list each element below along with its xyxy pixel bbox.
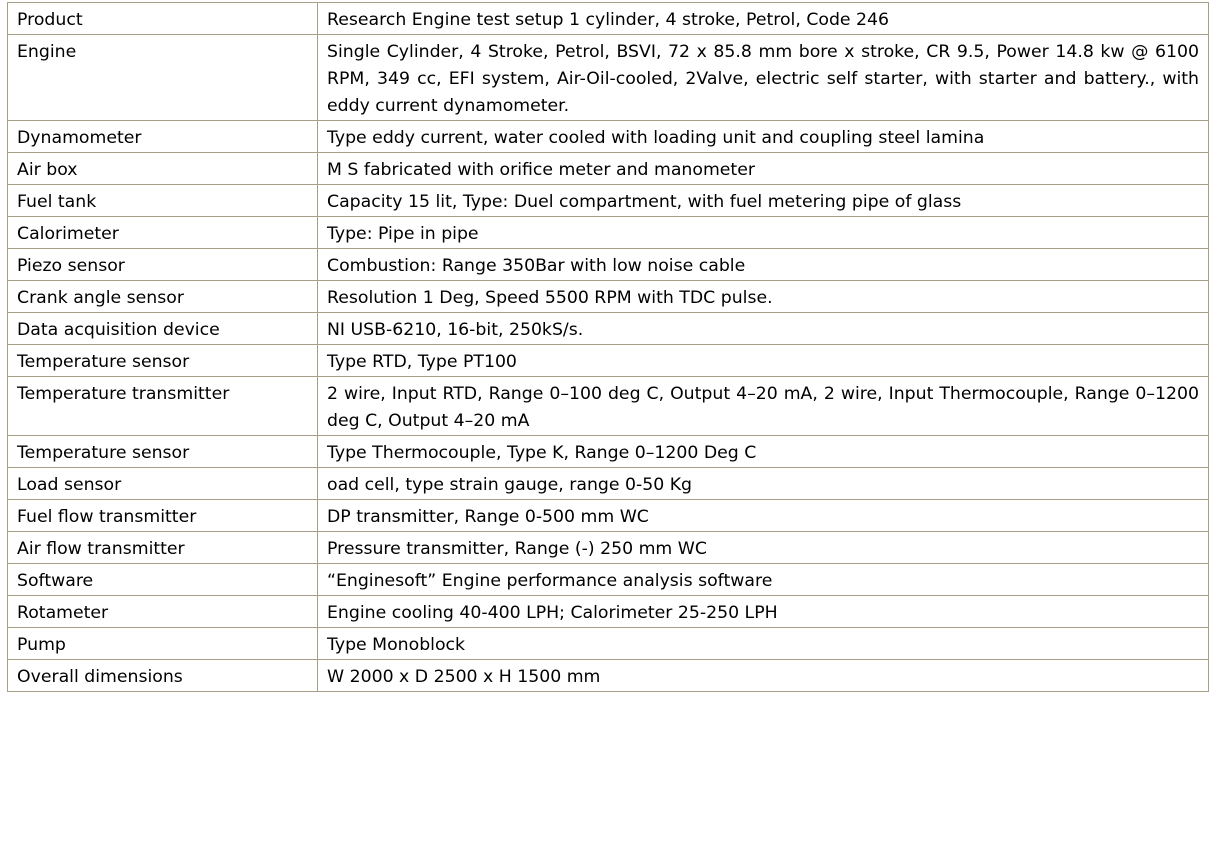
table-row [8, 628, 1209, 660]
row-value: W 2000 x D 2500 x H 1500 mm [318, 660, 1209, 692]
table-row [8, 185, 1209, 217]
row-value: Pressure transmitter, Range (-) 250 mm WC [318, 532, 1209, 564]
table-row [8, 153, 1209, 185]
table-row [8, 121, 1209, 153]
row-value: Type eddy current, water cooled with loading unit and coupling steel lamina [318, 121, 1209, 153]
row-label: Dynamometer [8, 121, 318, 153]
row-label: Rotameter [8, 596, 318, 628]
row-label: Fuel flow transmitter [8, 500, 318, 532]
row-label: Piezo sensor [8, 249, 318, 281]
row-value: M S fabricated with orifice meter and manometer [318, 153, 1209, 185]
row-label: Air flow transmitter [8, 532, 318, 564]
row-label: Temperature sensor [8, 436, 318, 468]
table-row [8, 281, 1209, 313]
row-value: Combustion: Range 350Bar with low noise cable [318, 249, 1209, 281]
row-label: Air box [8, 153, 318, 185]
specification-table [7, 2, 1209, 692]
row-label: Calorimeter [8, 217, 318, 249]
row-label: Engine [8, 35, 318, 121]
row-label: Load sensor [8, 468, 318, 500]
row-value: 2 wire, Input RTD, Range 0–100 deg C, Output 4–20 mA, 2 wire, Input Thermocouple, Range 0–1200 deg C, Output 4–20 mA [318, 377, 1209, 436]
table-row [8, 532, 1209, 564]
row-label: Overall dimensions [8, 660, 318, 692]
row-value: Type RTD, Type PT100 [318, 345, 1209, 377]
row-value: Type: Pipe in pipe [318, 217, 1209, 249]
row-value: Research Engine test setup 1 cylinder, 4 stroke, Petrol, Code 246 [318, 3, 1209, 35]
row-value: Type Monoblock [318, 628, 1209, 660]
row-value: Type Thermocouple, Type K, Range 0–1200 Deg C [318, 436, 1209, 468]
row-label: Temperature sensor [8, 345, 318, 377]
table-row [8, 436, 1209, 468]
table-row [8, 564, 1209, 596]
table-row [8, 217, 1209, 249]
row-value: NI USB-6210, 16-bit, 250kS/s. [318, 313, 1209, 345]
row-label: Product [8, 3, 318, 35]
table-row [8, 249, 1209, 281]
table-row [8, 35, 1209, 121]
table-row [8, 345, 1209, 377]
row-label: Fuel tank [8, 185, 318, 217]
table-row [8, 660, 1209, 692]
row-value: Single Cylinder, 4 Stroke, Petrol, BSVI, 72 x 85.8 mm bore x stroke, CR 9.5, Power 14.8 kw @ 6100 RPM, 349 cc, EFI system, Air-Oil-cooled, 2Valve, electric self starter, with starter and battery., with eddy current dynamometer. [318, 35, 1209, 121]
row-value: Resolution 1 Deg, Speed 5500 RPM with TDC pulse. [318, 281, 1209, 313]
row-value: Capacity 15 lit, Type: Duel compartment, with fuel metering pipe of glass [318, 185, 1209, 217]
row-value: “Enginesoft” Engine performance analysis software [318, 564, 1209, 596]
row-label: Software [8, 564, 318, 596]
table-row [8, 377, 1209, 436]
specification-table-body [8, 3, 1209, 692]
table-row [8, 313, 1209, 345]
row-label: Data acquisition device [8, 313, 318, 345]
table-row [8, 468, 1209, 500]
table-row [8, 500, 1209, 532]
row-value: oad cell, type strain gauge, range 0-50 Kg [318, 468, 1209, 500]
table-row [8, 596, 1209, 628]
row-label: Pump [8, 628, 318, 660]
row-label: Temperature transmitter [8, 377, 318, 436]
row-label: Crank angle sensor [8, 281, 318, 313]
row-value: Engine cooling 40-400 LPH; Calorimeter 25-250 LPH [318, 596, 1209, 628]
table-row [8, 3, 1209, 35]
row-value: DP transmitter, Range 0-500 mm WC [318, 500, 1209, 532]
